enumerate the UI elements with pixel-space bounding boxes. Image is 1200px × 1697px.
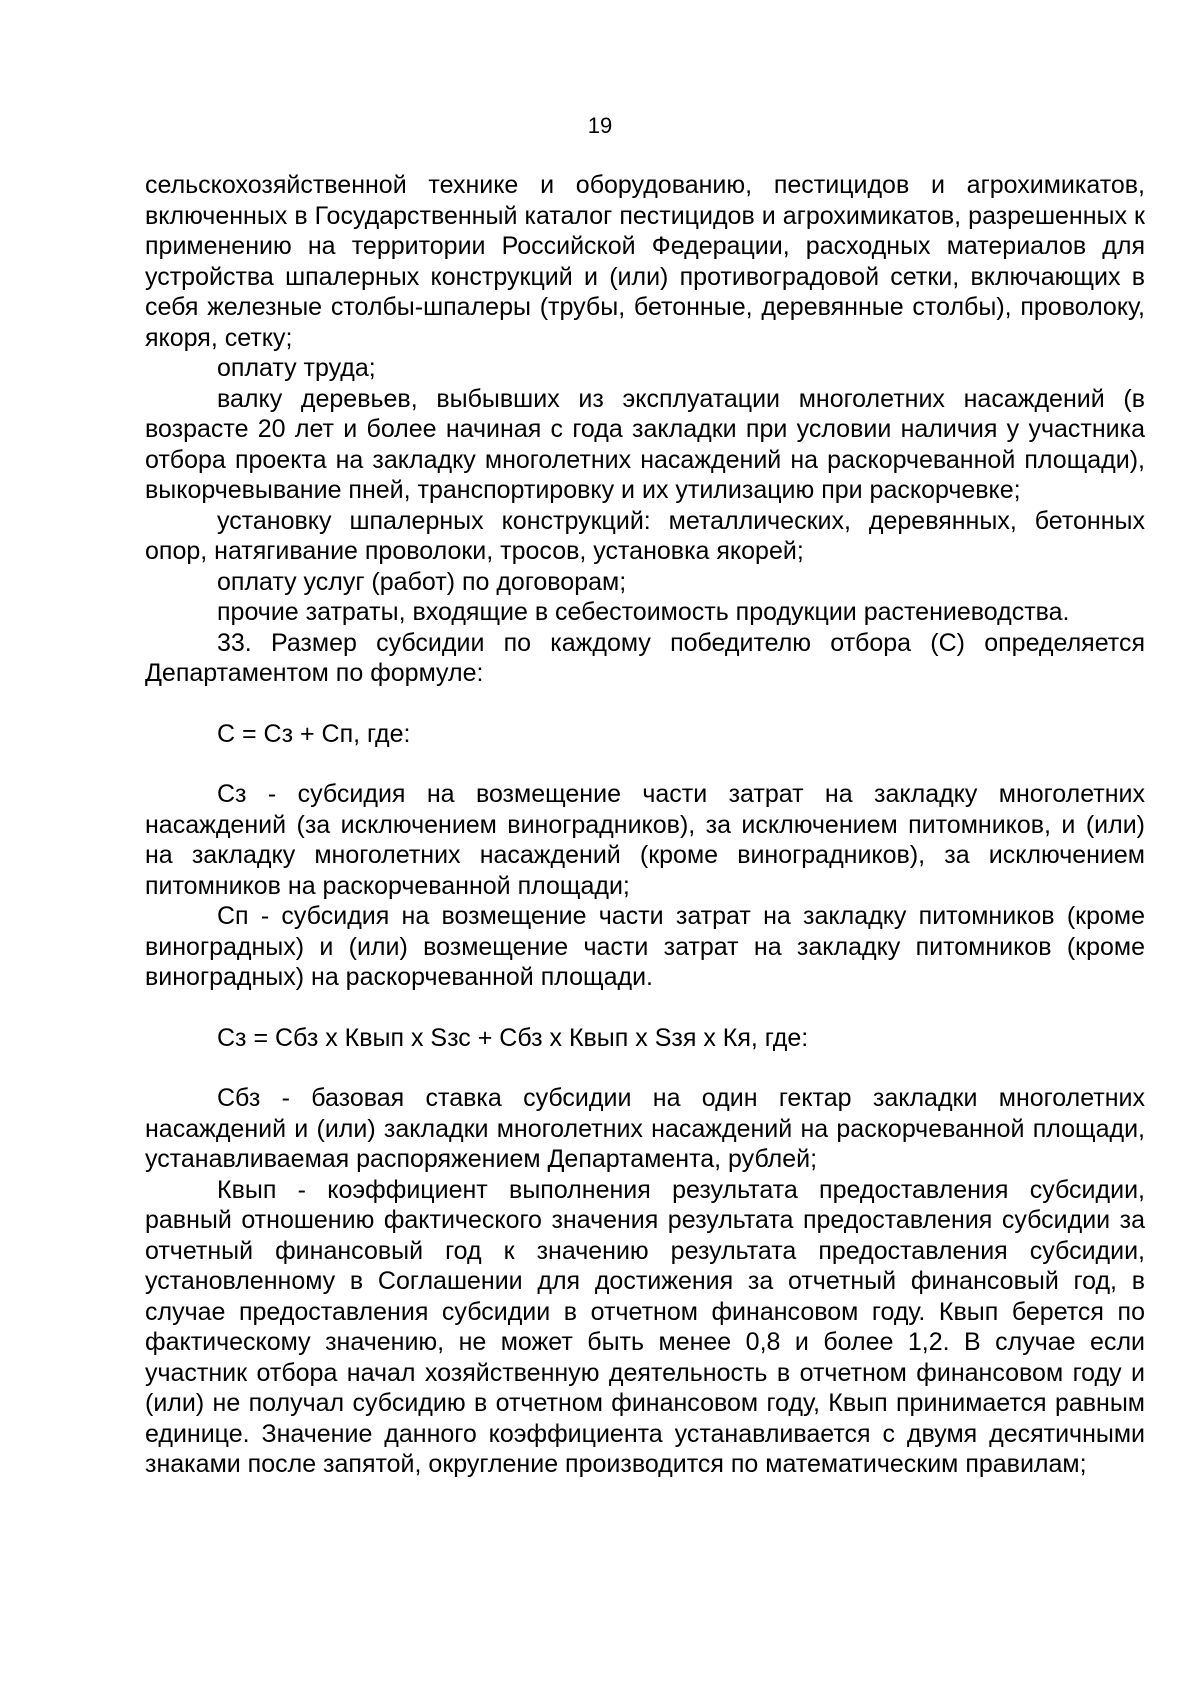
paragraph-other-costs: прочие затраты, входящие в себестоимость продукции растениеводства.: [217, 598, 1070, 626]
page-number: 19: [587, 113, 613, 138]
formula-total-subsidy: С = Сз + Сп, где:: [217, 719, 411, 748]
paragraph-kvyp-definition: Квып - коэффициент выполнения результата предоставления субсидии, равный отношению фактического значения результата предоставления субсидии за отчетный финансовый год к значению результата предоставления субсидии, установленному в Соглашении для достижения за отчетный финансовый год, в случае предоставления субсидии в отчетном финансовом году. Квып берется по фактическому значению, не может быть менее 0,8 и более 1,2. В случае если участник отбора начал хозяйственную деятельность в отчетном финансовом году и (или) не получал субсидию в отчетном финансовом году, Квып принимается равным единице. Значение данного коэффициента устанавливается с двумя десятичными знаками после запятой, округление производится по математическим правилам;: [145, 1175, 1145, 1478]
paragraph-sbz-definition: Сбз - базовая ставка субсидии на один гектар закладки многолетних насаждений и (или) закладки многолетних насаждений на раскорчеванной площади, устанавливаемая распоряжением Департамента, рублей;: [145, 1084, 1145, 1173]
paragraph-33: 33. Размер субсидии по каждому победителю отбора (С) определяется Департаментом по формуле:: [145, 628, 1145, 687]
document-body: [145, 170, 1145, 1480]
paragraph-labor: оплату труда;: [217, 354, 376, 382]
paragraph-materials: сельскохозяйственной технике и оборудованию, пестицидов и агрохимикатов, включенных в Государственный каталог пестицидов и агрохимикатов, разрешенных к применению на территории Российской Федерации, расходных материалов для устройства шпалерных конструкций и (или) противоградовой сетки, включающих в себя железные столбы-шпалеры (трубы, бетонные, деревянные столбы), проволоку, якоря, сетку;: [145, 171, 1145, 352]
paragraph-sp-definition: Сп - субсидия на возмещение части затрат на закладку питомников (кроме виноградных) и (или) возмещение части затрат на закладку питомников (кроме виноградных) на раскорчеванной площади.: [145, 902, 1145, 991]
paragraph-services: оплату услуг (работ) по договорам;: [217, 567, 627, 596]
paragraph-trellis: установку шпалерных конструкций: металлических, деревянных, бетонных опор, натягивание проволоки, тросов, установка якорей;: [145, 506, 1145, 565]
paragraph-felling: валку деревьев, выбывших из эксплуатации многолетних насаждений (в возрасте 20 лет и более начиная с года закладки при условии наличия у участника отбора проекта на закладку многолетних насаждений на раскорчеванной площади), выкорчевывание пней, транспортировку и их утилизацию при раскорчевке;: [145, 384, 1145, 504]
formula-sz: Сз = Сбз x Квып x Sзс + Сбз x Квып x Sзя x Кя, где:: [217, 1023, 809, 1052]
paragraph-sz-definition: Сз - субсидия на возмещение части затрат на закладку многолетних насаждений (за исключением виноградников), за исключением питомников, и (или) на закладку многолетних насаждений (кроме виноградников), за исключением питомников на раскорчеванной площади;: [145, 780, 1145, 900]
